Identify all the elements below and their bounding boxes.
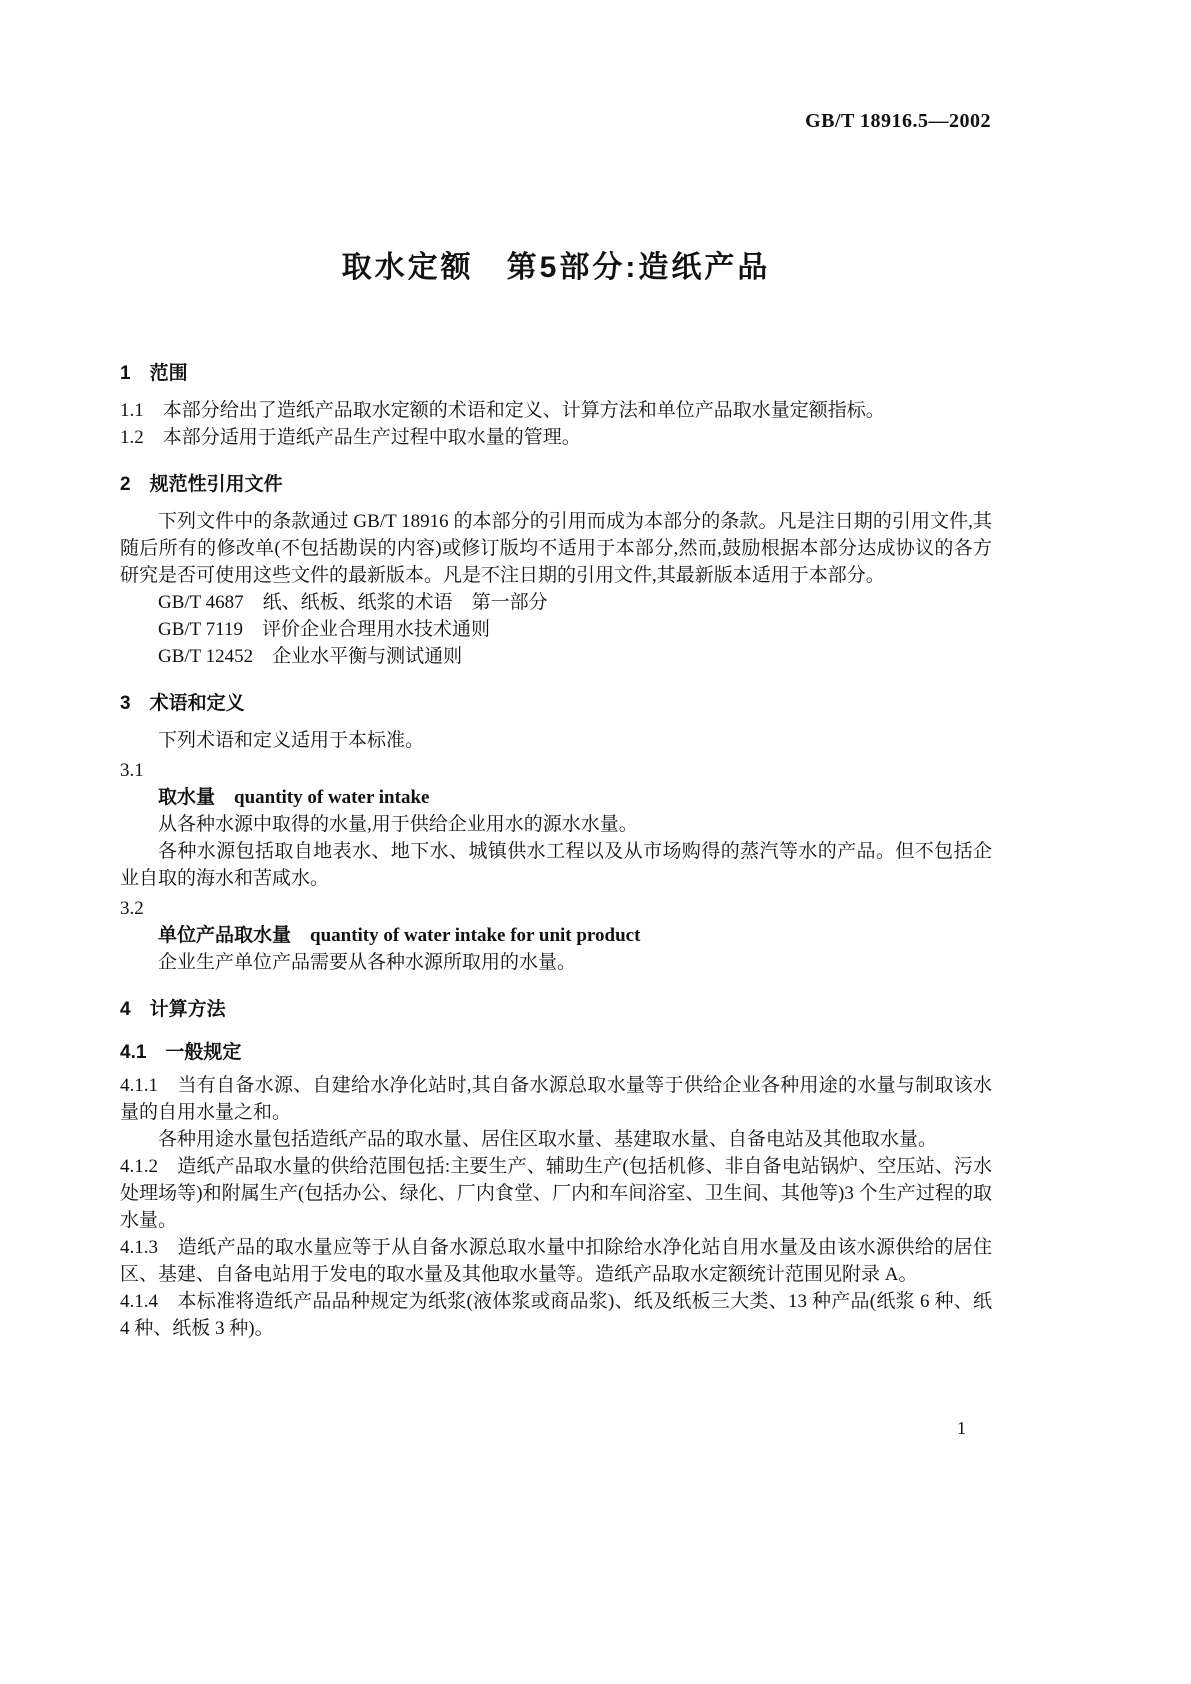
term-3-2-title: 单位产品取水量 quantity of water intake for unit product — [158, 925, 641, 946]
clause-4-1-1: 4.1.1 当有自备水源、自建给水净化站时,其自备水源总取水量等于供给企业各种用途的水量与制取该水量的自用水量之和。 — [120, 1075, 992, 1123]
term-number-3-1: 3.1 — [120, 760, 144, 781]
clause-4-1-1-supplement: 各种用途水量包括造纸产品的取水量、居住区取水量、基建取水量、自备电站及其他取水量。 — [158, 1129, 938, 1150]
normative-references-intro: 下列文件中的条款通过 GB/T 18916 的本部分的引用而成为本部分的条款。凡是注日期的引用文件,其随后所有的修改单(不包括勘误的内容)或修订版均不适用于本部分,然而,鼓励根据本部分达成协议的各方研究是否可使用这些文件的最新版本。凡是不注日期的引用文件,其最新版本适用于本部分。 — [120, 511, 992, 586]
clause-4-1-3: 4.1.3 造纸产品的取水量应等于从自备水源总取水量中扣除给水净化站自用水量及由该水源供给的居住区、基建、自备电站用于发电的取水量及其他取水量等。造纸产品取水定额统计范围见附录 A。 — [120, 1237, 992, 1285]
section-1-heading: 1 范围 — [120, 363, 188, 384]
section-4-heading: 4 计算方法 — [120, 999, 226, 1020]
document-body — [120, 360, 992, 1342]
section-3-heading: 3 术语和定义 — [120, 693, 245, 714]
clause-4-1-2: 4.1.2 造纸产品取水量的供给范围包括:主要生产、辅助生产(包括机修、非自备电站锅炉、空压站、污水处理场等)和附属生产(包括办公、绿化、厂内食堂、厂内和车间浴室、卫生间、其他等)3 个生产过程的取水量。 — [120, 1156, 992, 1231]
term-3-1-definition: 从各种水源中取得的水量,用于供给企业用水的源水水量。 — [158, 814, 638, 835]
clause-4-1-4: 4.1.4 本标准将造纸产品品种规定为纸浆(液体浆或商品浆)、纸及纸板三大类、13 种产品(纸浆 6 种、纸 4 种、纸板 3 种)。 — [120, 1291, 992, 1339]
page-number: 1 — [957, 1418, 966, 1438]
reference-gbt-4687: GB/T 4687 纸、纸板、纸浆的术语 第一部分 — [158, 592, 548, 613]
section-2-heading: 2 规范性引用文件 — [120, 474, 283, 495]
reference-gbt-12452: GB/T 12452 企业水平衡与测试通则 — [158, 646, 463, 667]
term-3-1-note: 各种水源包括取自地表水、地下水、城镇供水工程以及从市场购得的蒸汽等水的产品。但不包括企业自取的海水和苦咸水。 — [120, 841, 992, 889]
doc-number: GB/T 18916.5—2002 — [805, 110, 991, 132]
term-3-1-title: 取水量 quantity of water intake — [158, 787, 430, 808]
clause-1-2: 1.2 本部分适用于造纸产品生产过程中取水量的管理。 — [120, 427, 581, 448]
term-3-2-definition: 企业生产单位产品需要从各种水源所取用的水量。 — [158, 952, 577, 973]
term-number-3-2: 3.2 — [120, 898, 144, 919]
reference-gbt-7119: GB/T 7119 评价企业合理用水技术通则 — [158, 619, 490, 640]
subsection-4-1-heading: 4.1 一般规定 — [120, 1042, 242, 1063]
page-title: 取水定额 第5部分:造纸产品 — [341, 251, 771, 284]
terms-intro: 下列术语和定义适用于本标准。 — [158, 730, 425, 751]
clause-1-1: 1.1 本部分给出了造纸产品取水定额的术语和定义、计算方法和单位产品取水量定额指标。 — [120, 400, 885, 421]
